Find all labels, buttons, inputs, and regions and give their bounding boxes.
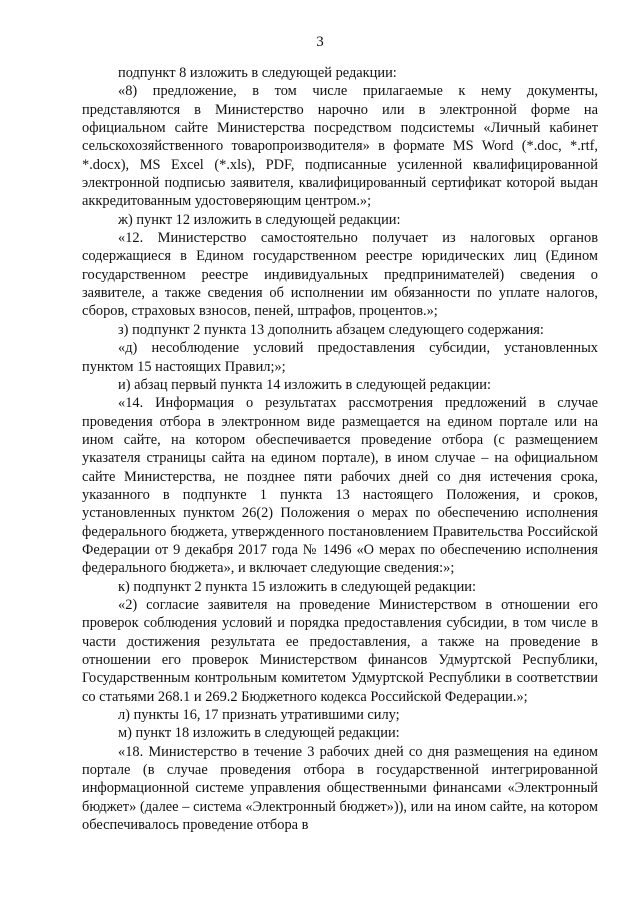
- paragraph-intro-8: подпункт 8 изложить в следующей редакции:: [118, 65, 397, 81]
- paragraph-intro-18: м) пункт 18 изложить в следующей редакции:: [118, 725, 400, 742]
- paragraph-intro-12: ж) пункт 12 изложить в следующей редакции:: [118, 211, 401, 228]
- paragraph-item-15-2: «2) согласие заявителя на проведение Министерством в отношении его проверок соблюдения условий и порядка предоставления субсидии, в том числе в части достижения результата ее предоставления, а также на проведение в отношении его проверок Министерством финансов Удмуртской Республики, Государственным контрольным комитетом Удмуртской Республики в соответствии со статьями 268.1 и 269.2 Бюджетного кодекса Российской Федерации.»;: [82, 596, 598, 705]
- paragraph-intro-14: и) абзац первый пункта 14 изложить в следующей редакции:: [118, 376, 491, 393]
- page-number: 3: [316, 34, 324, 50]
- paragraph-item-13d: «д) несоблюдение условий предоставления субсидии, установленных пунктом 15 настоящих Правил;»;: [82, 340, 598, 375]
- document-body: [82, 64, 598, 834]
- paragraph-item-14: «14. Информация о результатах рассмотрения предложений в случае проведения отбора в электронном виде размещается на едином портале или на ином сайте, на котором обеспечивается проведение отбора (с размещением указателя страницы сайта на едином портале), в ином случае – на официальном сайте Министерства, не позднее пяти рабочих дней со дня истечения срока, указанного в подпункте 1 пункта 13 настоящего Положения, и сроков, установленных пунктом 26(2) Положения о мерах по обеспечению исполнения федерального бюджета, утвержденного постановлением Правительства Российской Федерации от 9 декабря 2017 года № 1496 «О мерах по обеспечению исполнения федерального бюджета», и включает следующие сведения:»;: [82, 395, 598, 577]
- paragraph-item-18: «18. Министерство в течение 3 рабочих дней со дня размещения на едином портале (в случае проведения отбора в государственной интегрированной информационной системе управления общественными финансами «Электронный бюджет» (далее – система «Электронный бюджет»)), или на ином сайте, на котором обеспечивалось проведение отбора в: [82, 743, 598, 834]
- paragraph-intro-15: к) подпункт 2 пункта 15 изложить в следующей редакции:: [118, 578, 476, 595]
- paragraph-item-8: «8) предложение, в том числе прилагаемые к нему документы, представляются в Министерство нарочно или в электронной форме на официальном сайте Министерства посредством подсистемы «Личный кабинет сельскохозяйственного товаропроизводителя» в формате MS Word (*.doc, *.rtf, *.docx), MS Excel (*.xls), PDF, подписанные усиленной квалифицированной электронной подписью заявителя, квалифицированный сертификат которой выдан аккредитованным удостоверяющим центром.»;: [82, 83, 598, 210]
- paragraph-item-12: «12. Министерство самостоятельно получает из налоговых органов содержащиеся в Едином государственном реестре юридических лиц (Едином государственном реестре индивидуальных предпринимателей) сведения о заявителе, а также сведения об исполнении им обязанности по уплате налогов, сборов, страховых взносов, пеней, штрафов, процентов.»;: [82, 230, 598, 320]
- paragraph-intro-13: з) подпункт 2 пункта 13 дополнить абзацем следующего содержания:: [118, 321, 544, 338]
- paragraph-item-16-17: л) пункты 16, 17 признать утратившими силу;: [118, 707, 400, 724]
